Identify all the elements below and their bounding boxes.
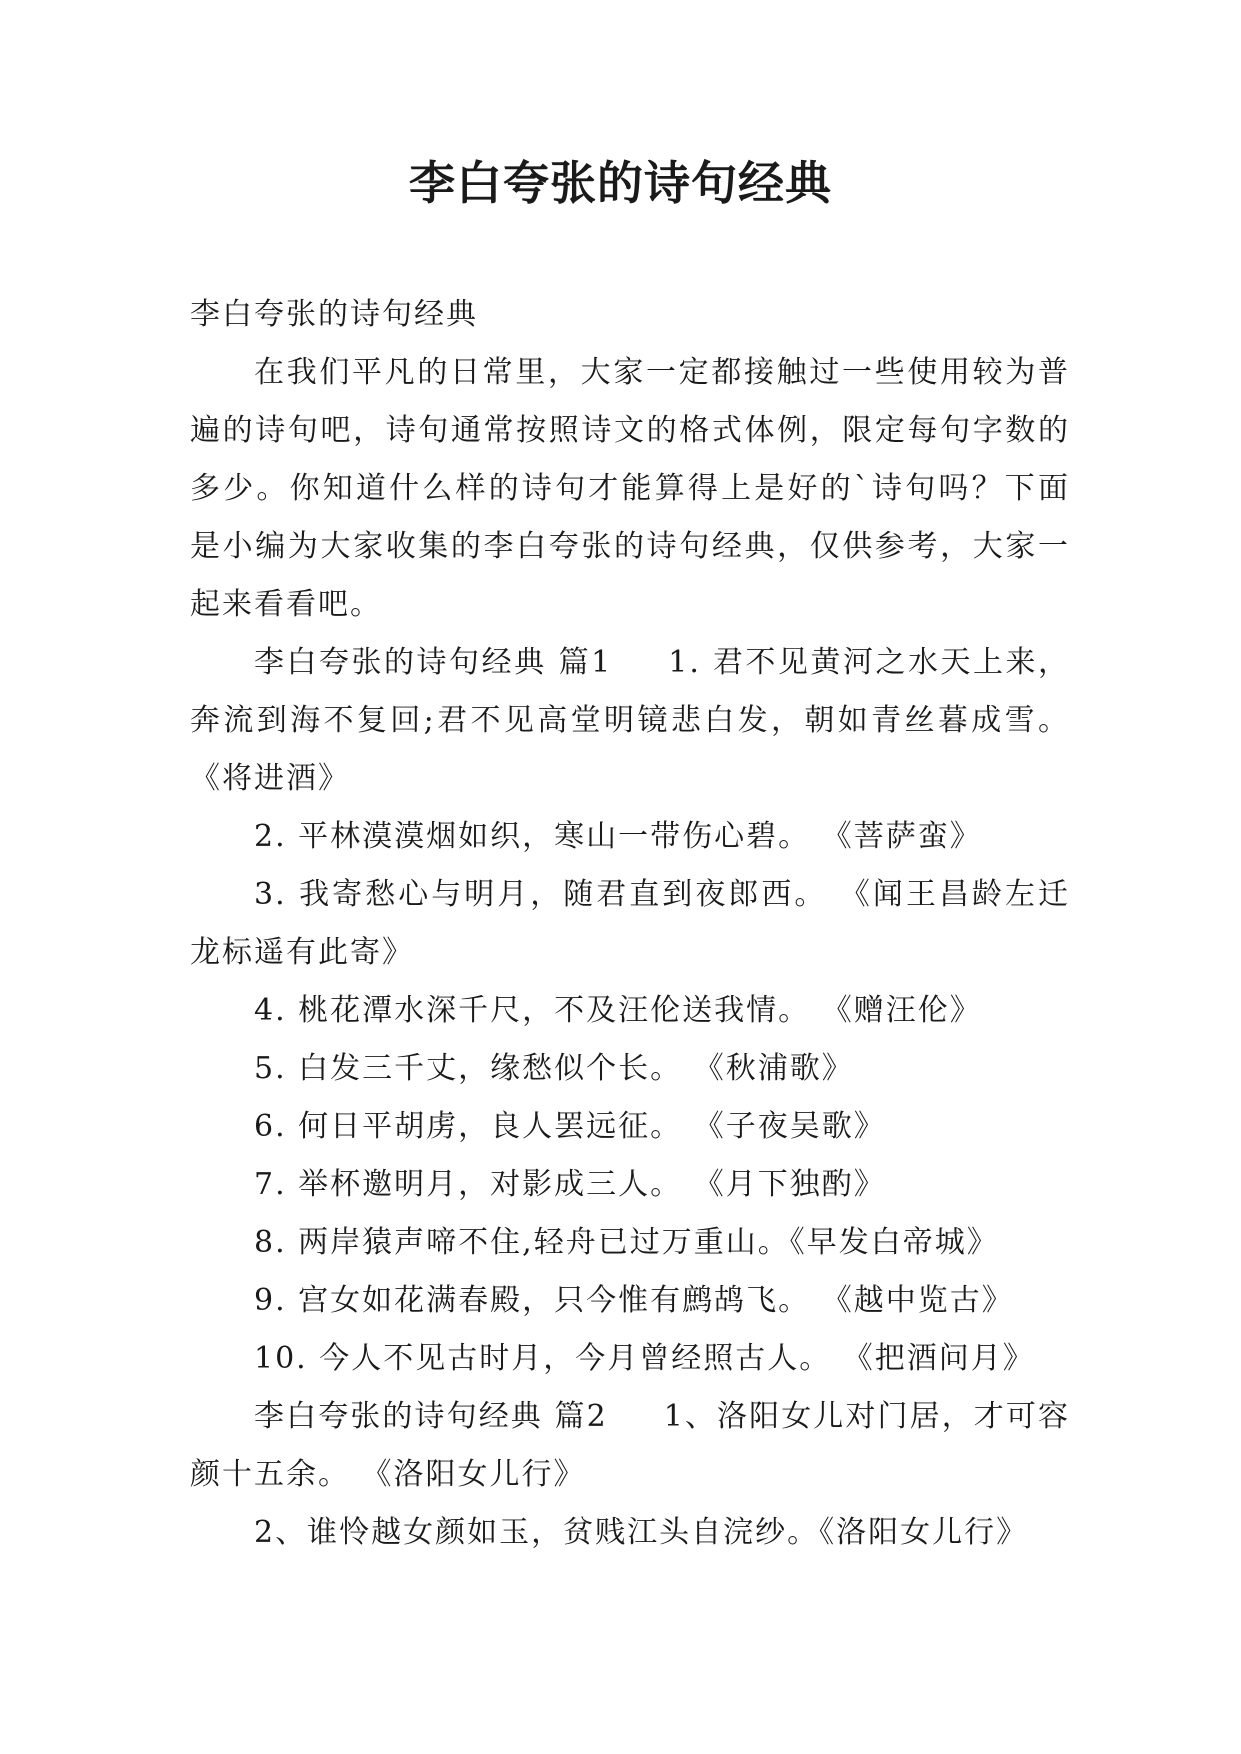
poem-line-1-8: 8. 两岸猿声啼不住,轻舟已过万重山。《早发白帝城》 <box>254 1225 999 1260</box>
poem-line-1-5: 5. 白发三千丈，缘愁似个长。 《秋浦歌》 <box>254 1051 854 1086</box>
document-title: 李白夸张的诗句经典 <box>409 156 832 210</box>
section2-heading: 李白夸张的诗句经典 篇2 <box>254 1399 608 1434</box>
poem-line-1-7: 7. 举杯邀明月，对影成三人。 《月下独酌》 <box>254 1167 886 1202</box>
poem-line-1-4: 4. 桃花潭水深千尺，不及汪伦送我情。 《赠汪伦》 <box>254 993 982 1028</box>
intro-paragraph: 在我们平凡的日常里，大家一定都接触过一些使用较为普遍的诗句吧，诗句通常按照诗文的格式体例，限定每句字数的多少。你知道什么样的诗句才能算得上是好的`诗句吗？下面是小编为大家收集的李白夸张的诗句经典，仅供参考，大家一起来看看吧。 <box>190 355 1070 622</box>
poem-line-2-2: 2、谁怜越女颜如玉，贫贱江头自浣纱。《洛阳女儿行》 <box>254 1515 1029 1550</box>
section1-heading: 李白夸张的诗句经典 篇1 <box>254 645 613 680</box>
section2-first-paragraph <box>190 1388 1070 1504</box>
section1-first-paragraph <box>190 634 1070 808</box>
poem-line-1-3: 3. 我寄愁心与明月，随君直到夜郎西。 《闻王昌龄左迁龙标遥有此寄》 <box>190 877 1070 970</box>
poem-line-1-6: 6. 何日平胡虏，良人罢远征。 《子夜吴歌》 <box>254 1109 886 1144</box>
document-subtitle: 李白夸张的诗句经典 <box>190 297 478 332</box>
poem-line-1-10: 10. 今人不见古时月，今月曾经照古人。 《把酒问月》 <box>254 1341 1035 1376</box>
poem-line-1-9: 9. 宫女如花满春殿，只今惟有鹧鸪飞。 《越中览古》 <box>254 1283 1014 1318</box>
poem-line-1-2: 2. 平林漠漠烟如织，寒山一带伤心碧。 《菩萨蛮》 <box>254 819 982 854</box>
document-body <box>190 286 1070 1562</box>
poem-line-2-1: 1、洛阳女儿对门居，才可容颜十五余。 《洛阳女儿行》 <box>190 1399 1070 1492</box>
poem-line-1-1: 1. 君不见黄河之水天上来，奔流到海不复回;君不见高堂明镜悲白发，朝如青丝暮成雪。《将进酒》 <box>190 645 1070 796</box>
